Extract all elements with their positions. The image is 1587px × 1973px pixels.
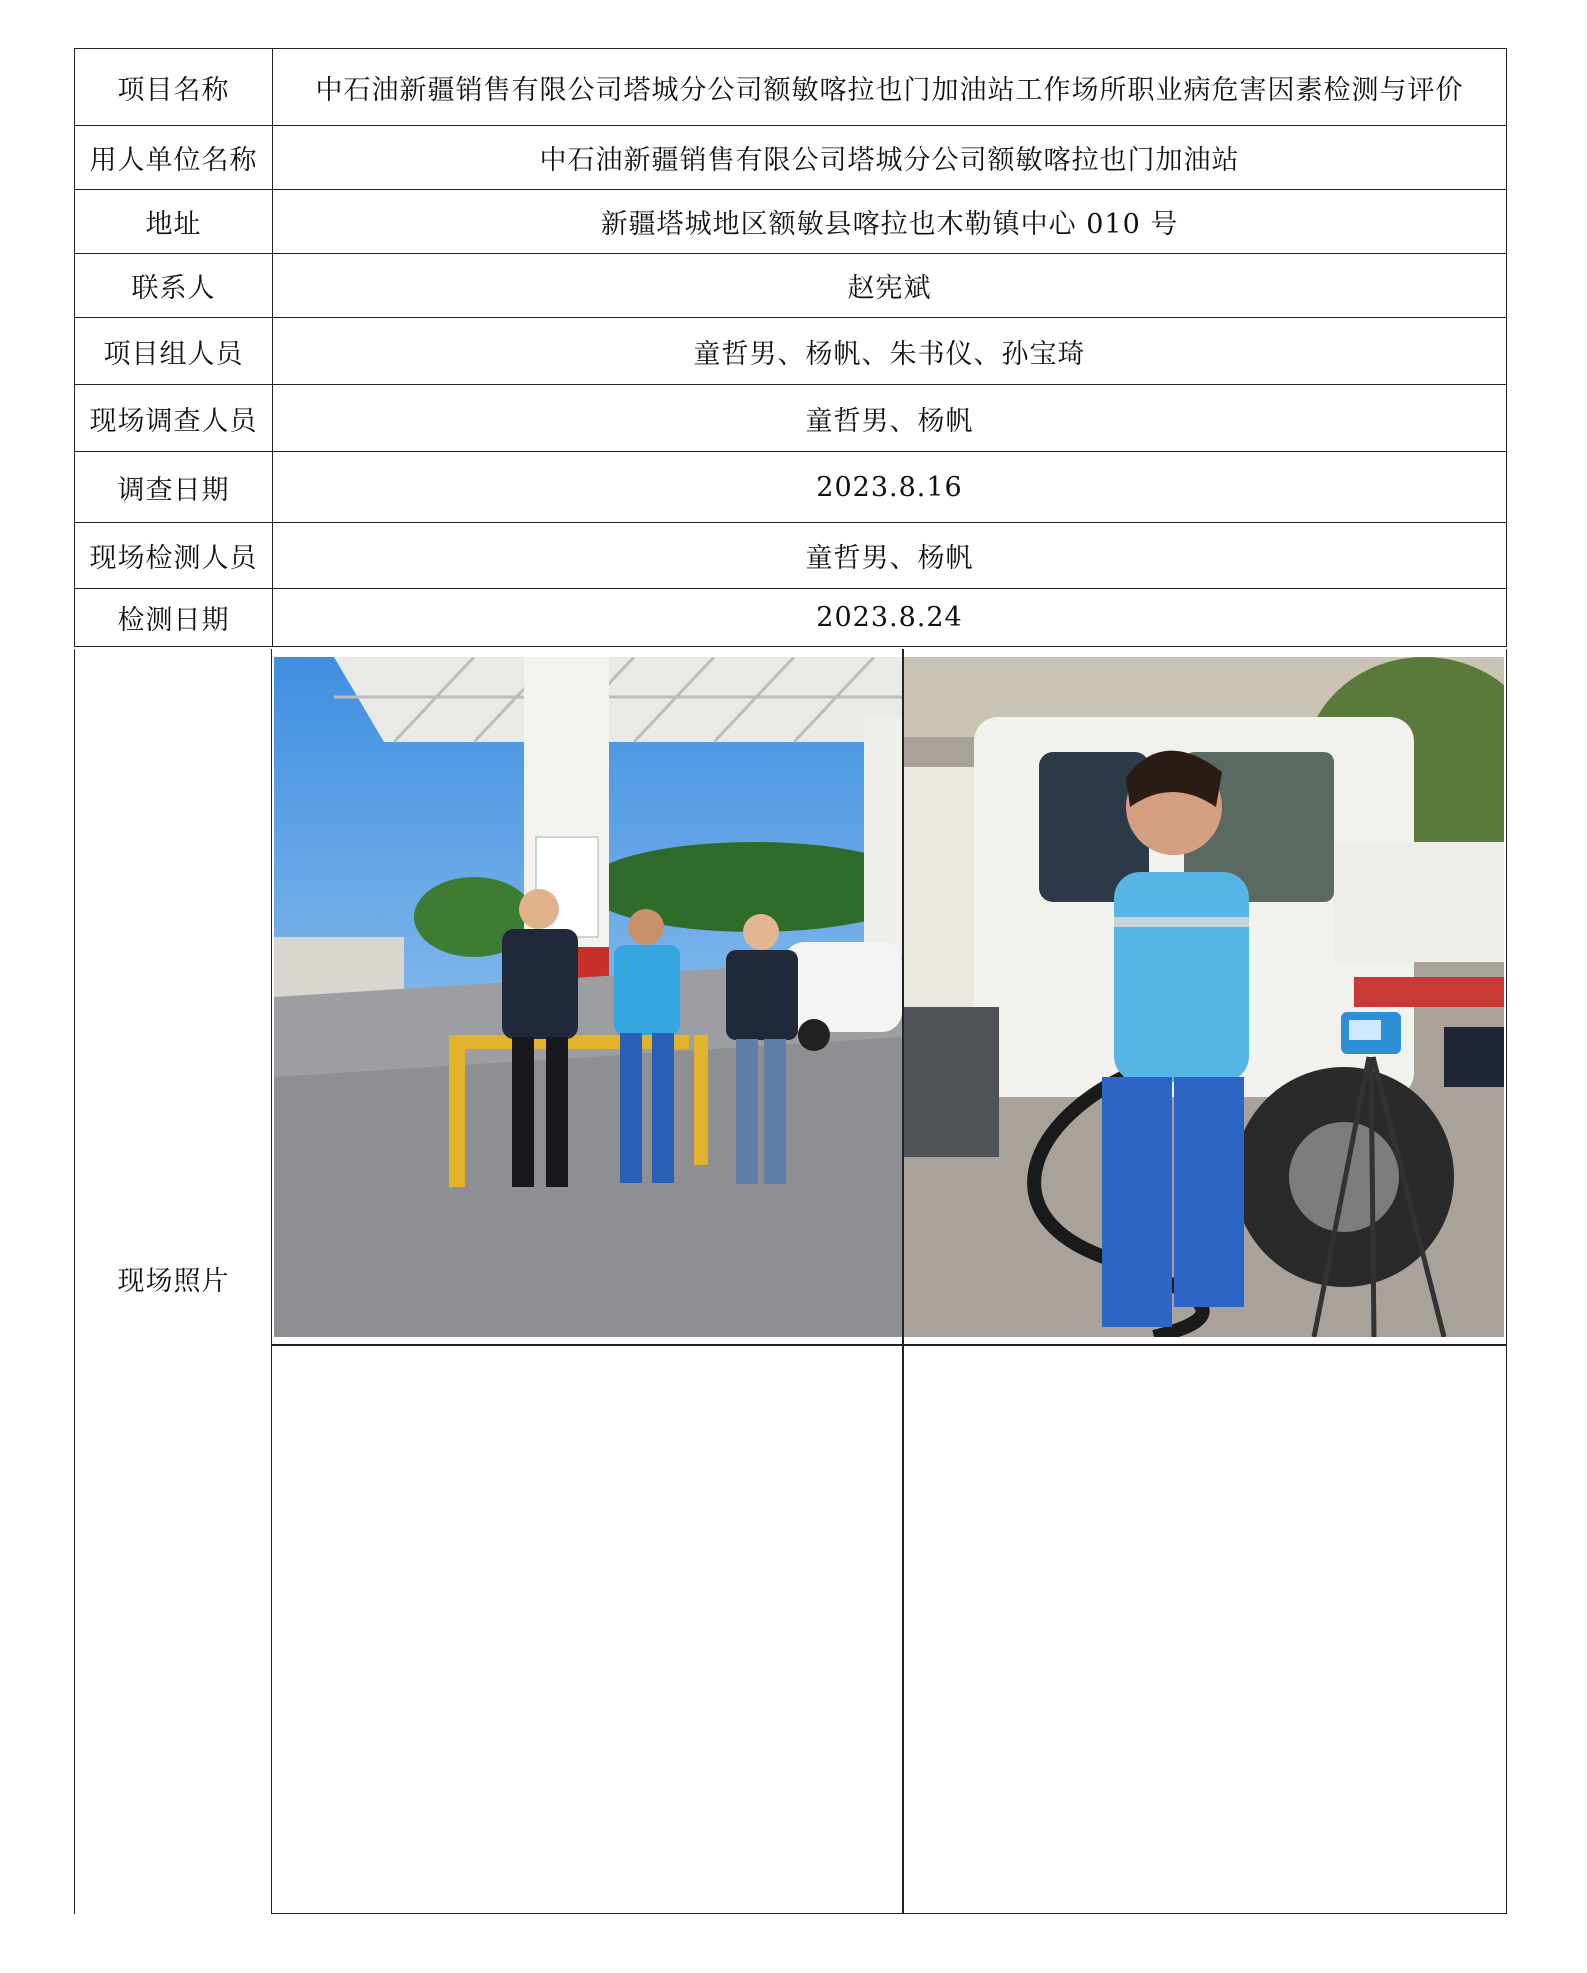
photo-label: 现场照片 bbox=[117, 1266, 230, 1297]
value-test-staff: 童哲男、杨帆 bbox=[273, 523, 1507, 589]
row-survey-date bbox=[75, 452, 1507, 523]
info-table bbox=[74, 48, 1507, 647]
value-address: 新疆塔城地区额敏县喀拉也木勒镇中心 010 号 bbox=[273, 190, 1507, 254]
row-project-name bbox=[75, 49, 1507, 126]
value-survey-date: 2023.8.16 bbox=[273, 452, 1507, 523]
row-test-staff bbox=[75, 523, 1507, 589]
label-project-team: 项目组人员 bbox=[75, 318, 273, 385]
value-employer-name: 中石油新疆销售有限公司塔城分公司额敏喀拉也门加油站 bbox=[273, 126, 1507, 190]
value-project-team: 童哲男、杨帆、朱书仪、孙宝琦 bbox=[273, 318, 1507, 385]
label-test-date: 检测日期 bbox=[75, 589, 273, 647]
value-contact: 赵宪斌 bbox=[273, 254, 1507, 318]
label-survey-staff: 现场调查人员 bbox=[75, 385, 273, 452]
value-project-name: 中石油新疆销售有限公司塔城分公司额敏喀拉也门加油站工作场所职业病危害因素检测与评价 bbox=[273, 49, 1507, 126]
label-address: 地址 bbox=[75, 190, 273, 254]
value-survey-staff: 童哲男、杨帆 bbox=[273, 385, 1507, 452]
row-test-date bbox=[75, 589, 1507, 647]
value-test-date: 2023.8.24 bbox=[273, 589, 1507, 647]
photo-grid bbox=[271, 649, 1507, 1914]
row-address bbox=[75, 190, 1507, 254]
label-contact: 联系人 bbox=[75, 254, 273, 318]
info-sheet bbox=[74, 48, 1507, 647]
site-photo-team bbox=[274, 657, 902, 1337]
row-survey-staff bbox=[75, 385, 1507, 452]
photo-label-cell bbox=[74, 649, 272, 1914]
row-employer-name bbox=[75, 126, 1507, 190]
row-contact bbox=[75, 254, 1507, 318]
row-project-team bbox=[75, 318, 1507, 385]
site-photos-section bbox=[74, 649, 1507, 1914]
label-survey-date: 调查日期 bbox=[75, 452, 273, 523]
label-test-staff: 现场检测人员 bbox=[75, 523, 273, 589]
label-project-name: 项目名称 bbox=[75, 49, 273, 126]
label-employer-name: 用人单位名称 bbox=[75, 126, 273, 190]
site-photo-measurement bbox=[904, 657, 1504, 1337]
photo-grid-divider-horizontal bbox=[272, 1344, 1506, 1346]
